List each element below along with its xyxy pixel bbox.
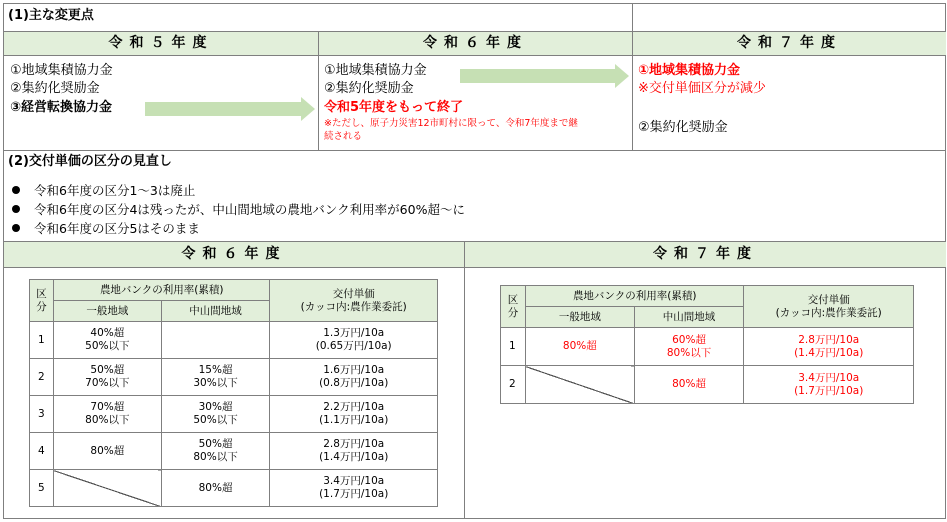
table-row: 2 80%超 3.4万円/10a (1.7万円/10a) xyxy=(501,366,914,404)
r6-item-1: ①地域集積協力金 xyxy=(324,63,427,78)
rate-table-r7 xyxy=(500,285,914,404)
section1-bottom-rule xyxy=(4,150,946,151)
bullet-3 xyxy=(12,220,200,237)
unit-price-header: 交付単価 (カッコ内:農作業委託) xyxy=(744,286,914,328)
header-bottom-rule xyxy=(4,55,946,56)
section2-header-bottom-rule xyxy=(4,267,946,268)
bullet-1-text: 令和6年度の区分1～3は廃止 xyxy=(34,183,196,198)
header-r7-label: 令和７年度 xyxy=(737,35,842,51)
mountain-area-header: 中山間地域 xyxy=(161,301,270,322)
header-r7 xyxy=(633,32,946,55)
table-row: 5 80%超 3.4万円/10a (1.7万円/10a) xyxy=(30,470,438,507)
header-r6 xyxy=(319,32,632,55)
r6-item-2: ②集約化奨励金 xyxy=(324,81,414,96)
table-row: 1 40%超 50%以下 1.3万円/10a (0.65万円/10a) xyxy=(30,322,438,359)
rate-header: 農地バンクの利用率(累積) xyxy=(525,286,743,307)
arrow-r5-to-r6 xyxy=(145,102,301,116)
title-divider xyxy=(632,4,633,31)
section2-title: (2)交付単価の区分の見直し xyxy=(8,154,172,169)
header-r5-label: 令和５年度 xyxy=(108,35,214,51)
table-row: 3 70%超 80%以下 30%超 50%以下 2.2万円/10a (1.1万円/10a) xyxy=(30,396,438,433)
r7-item-1: ①地域集積協力金 xyxy=(638,63,741,78)
not-applicable-cell xyxy=(525,366,634,404)
general-area-header: 一般地域 xyxy=(525,307,634,328)
rate-table-r6 xyxy=(29,279,438,507)
r5-item-1: ①地域集積協力金 xyxy=(10,63,113,78)
section2-header-r6-label: 令和６年度 xyxy=(181,246,287,262)
unit-price-header: 交付単価 (カッコ内:農作業委託) xyxy=(270,280,438,322)
rate-header: 農地バンクの利用率(累積) xyxy=(53,280,269,301)
bullet-2-text: 令和6年度の区分4は残ったが、中山間地域の農地バンク利用率が60%超～に xyxy=(34,202,465,217)
general-area-header: 一般地域 xyxy=(53,301,161,322)
kubun-header: 区 分 xyxy=(30,280,54,322)
r5-item-3: ③経営転換協力金 xyxy=(10,100,113,115)
bullet-3-text: 令和6年度の区分5はそのまま xyxy=(34,221,200,236)
section2-header-r7 xyxy=(465,242,946,267)
table-row: 1 80%超 60%超 80%以下 2.8万円/10a (1.4万円/10a) xyxy=(501,328,914,366)
r5-item-2: ②集約化奨励金 xyxy=(10,81,100,96)
section2-col-divider xyxy=(464,241,465,519)
table-row: 4 80%超 50%超 80%以下 2.8万円/10a (1.4万円/10a) xyxy=(30,433,438,470)
bullet-dot-icon xyxy=(12,205,20,213)
mountain-area-header: 中山間地域 xyxy=(634,307,744,328)
bullet-dot-icon xyxy=(12,186,20,194)
section1-title: (1)主な変更点 xyxy=(8,8,94,23)
kubun-header: 区 分 xyxy=(501,286,526,328)
bullet-2 xyxy=(12,201,465,218)
not-applicable-cell xyxy=(53,470,161,507)
r6-footnote-line2: 続される xyxy=(324,131,363,142)
header-r5 xyxy=(4,32,318,55)
r6-end-notice: 令和5年度をもって終了 xyxy=(324,100,464,115)
arrow-r6-to-r7 xyxy=(460,69,615,83)
r6-footnote-line1: ※ただし、原子力災害12市町村に限って、令和7年度まで継 xyxy=(324,118,578,129)
section2-header-r7-label: 令和７年度 xyxy=(653,246,758,262)
r7-item-2: ②集約化奨励金 xyxy=(638,120,728,135)
table-row: 2 50%超 70%以下 15%超 30%以下 1.6万円/10a (0.8万円/10a) xyxy=(30,359,438,396)
r7-note: ※交付単価区分が減少 xyxy=(638,81,766,96)
bullet-dot-icon xyxy=(12,224,20,232)
section2-header-r6 xyxy=(4,242,464,267)
bullet-1 xyxy=(12,182,195,199)
header-r6-label: 令和６年度 xyxy=(423,35,528,51)
